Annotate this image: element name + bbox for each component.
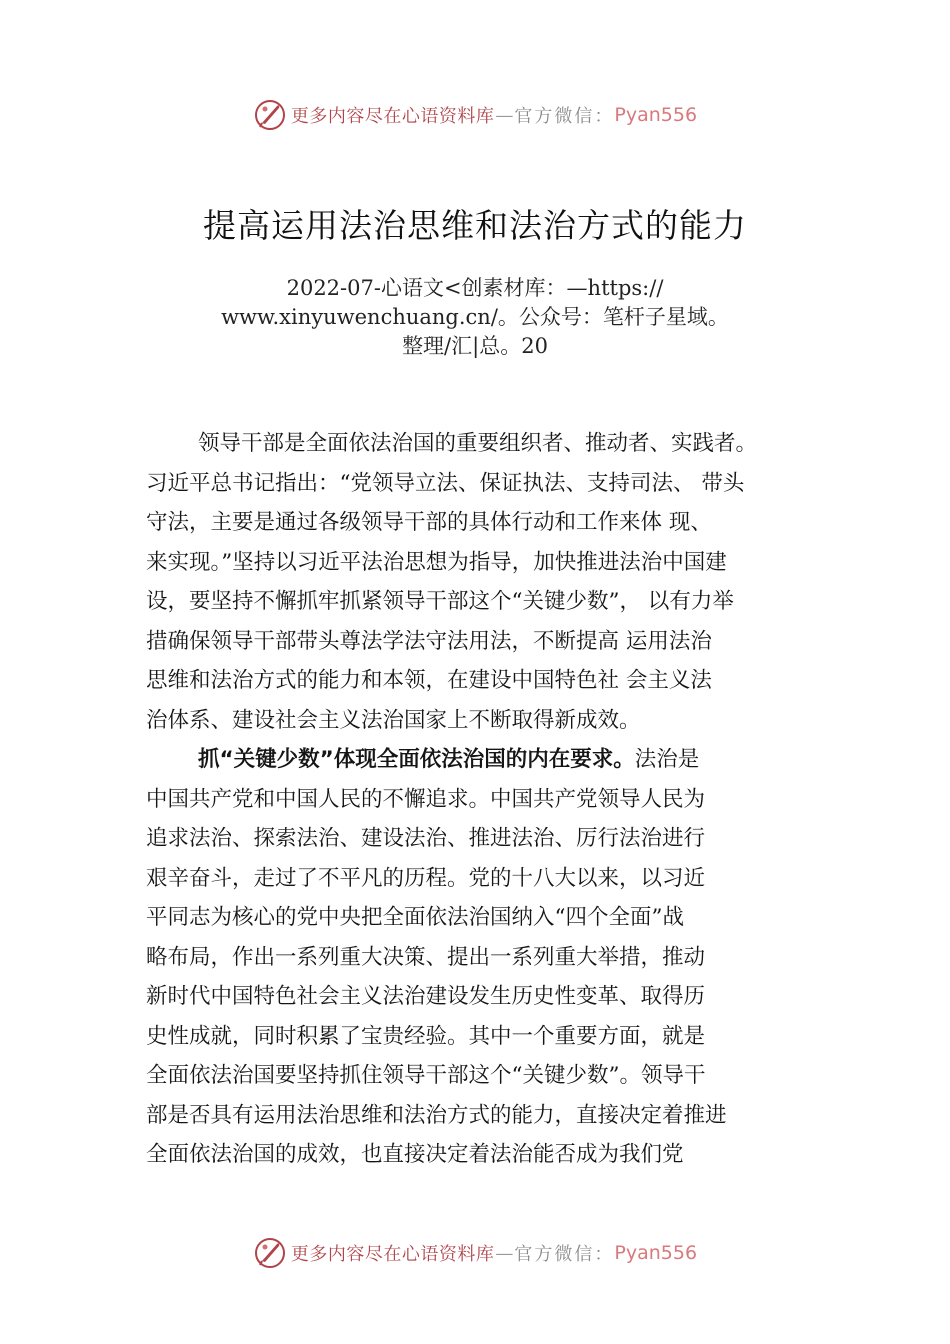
paragraph-line: 艰辛奋斗，走过了不平凡的历程。党的十八大以来，以习近: [146, 865, 706, 891]
paragraph-line: 思维和法治方式的能力和本领，在建设中国特色社 会主义法: [146, 668, 712, 693]
header-banner: [0, 95, 950, 135]
paragraph-line: 习近平总书记指出：“党领导立法、保证执法、支持司法、 带头: [146, 470, 745, 496]
paragraph-line: 部是否具有运用法治思维和法治方式的能力，直接决定着推进: [146, 1102, 727, 1128]
paragraph-line: 史性成就，同时积累了宝贵经验。其中一个重要方面，就是: [146, 1023, 706, 1049]
paragraph-line: 略布局，作出一系列重大决策、提出一系列重大举措，推动: [146, 944, 706, 970]
quill-circle-logo-icon: [253, 98, 287, 132]
banner-dash: —: [495, 1242, 514, 1264]
document-body: [146, 424, 846, 1175]
paragraph-text: 法治是: [634, 747, 700, 772]
paragraph-line: 治体系、建设社会主义法治国家上不断取得新成效。: [146, 707, 641, 733]
paragraph-line: 来实现。”坚持以习近平法治思想为指导，加快推进法治中国建: [146, 549, 727, 575]
section-heading: 抓“关键少数”体现全面依法治国的内在要求。: [198, 747, 635, 772]
paragraph-line: 措确保领导干部带头尊法学法守法用法，不断提高 运用法治: [146, 628, 712, 654]
document-meta: [0, 274, 950, 361]
document-title: 提高运用法治思维和法治方式的能力: [203, 206, 747, 245]
paragraph-line: 领导干部是全面依法治国的重要组织者、推动者、实践者。: [198, 431, 758, 456]
paragraph-line: 新时代中国特色社会主义法治建设发生历史性变革、取得历: [146, 984, 706, 1009]
banner-wechat-id: Pyan556: [614, 104, 698, 126]
banner-dash: —: [495, 104, 514, 126]
banner-official-label: 官方微信：: [514, 106, 615, 127]
banner-brand-text: 更多内容尽在心语资料库: [290, 106, 495, 127]
paragraph-line: 全面依法治国要坚持抓住领导干部这个“关键少数”。领导干: [146, 1063, 706, 1088]
footer-banner: [0, 1233, 950, 1273]
quill-circle-logo-icon: [253, 1236, 287, 1270]
paragraph-line: 设，要坚持不懈抓牢抓紧领导干部这个“关键少数”， 以有力举: [146, 589, 734, 614]
meta-line: 整理/汇|总。20: [402, 334, 548, 358]
banner-official-label: 官方微信：: [514, 1244, 615, 1265]
paragraph-line: 追求法治、探索法治、建设法治、推进法治、厉行法治进行: [146, 826, 706, 851]
paragraph-line: 平同志为核心的党中央把全面依法治国纳入“四个全面”战: [146, 905, 684, 930]
banner-wechat-id: Pyan556: [614, 1242, 698, 1264]
banner-brand-text: 更多内容尽在心语资料库: [290, 1244, 495, 1265]
meta-line: www.xinyuwenchuang.cn/。公众号：笔杆子星域。: [221, 305, 729, 329]
paragraph-line: [146, 740, 846, 780]
paragraph-line: 全面依法治国的成效，也直接决定着法治能否成为我们党: [146, 1142, 684, 1167]
paragraph-line: 中国共产党和中国人民的不懈追求。中国共产党领导人民为: [146, 786, 706, 812]
meta-line: 2022-07-心语文<创素材库：—https://: [286, 276, 664, 300]
paragraph-line: 守法，主要是通过各级领导干部的具体行动和工作来体 现、: [146, 510, 712, 535]
